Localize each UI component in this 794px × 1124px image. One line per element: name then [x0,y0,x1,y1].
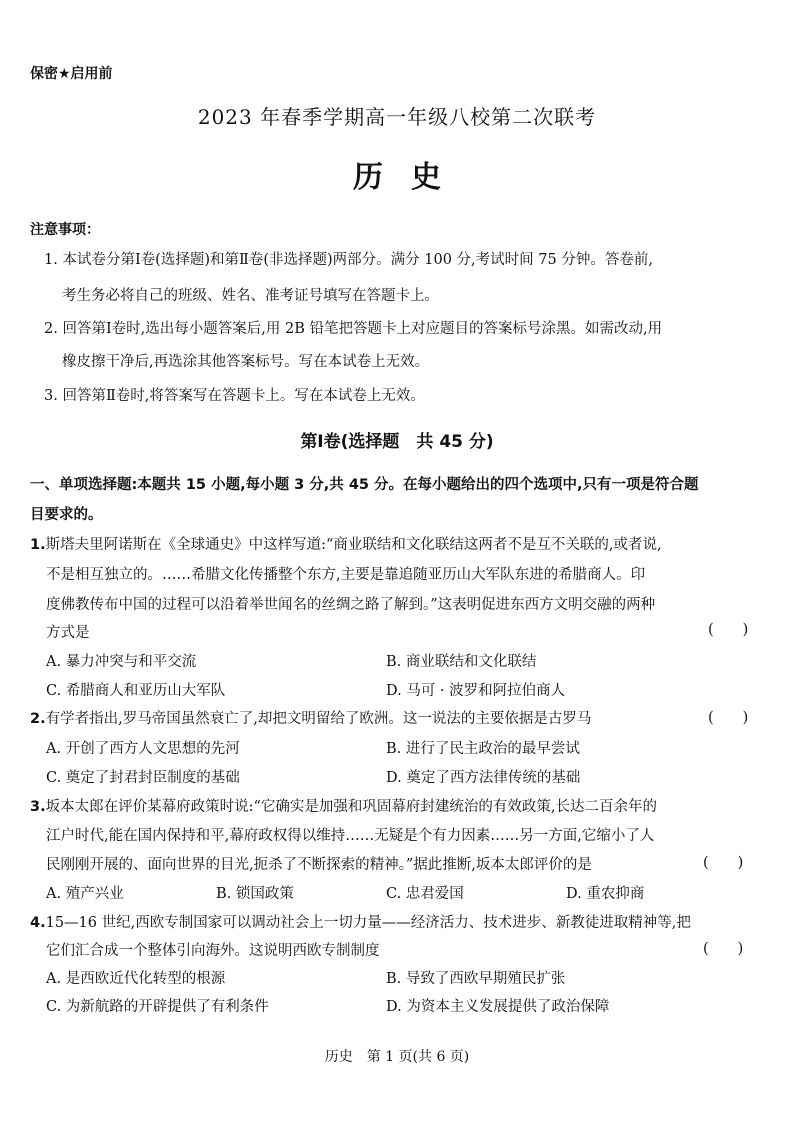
option-d: D. 重农抑商 [566,886,645,902]
option-b: B. 导致了西欧早期殖民扩张 [386,971,566,987]
option-c: C. 为新航路的开辟提供了有利条件 [46,999,269,1015]
notice-heading: 注意事项： [30,222,100,238]
question-text: 2.有学者指出,罗马帝国虽然衰亡了,却把文明留给了欧洲。这一说法的主要依据是古罗马 [30,711,592,727]
question-text: 度佛教传布中国的过程可以沿着举世闻名的丝绸之路了解到。”这表明促进东西方文明交融的两种 [46,597,656,613]
option-d: D. 马可 · 波罗和阿拉伯商人 [386,683,566,699]
question-text: 4.15—16 世纪,西欧专制国家可以调动社会上一切力量——经济活力、技术进步、新教徒进取精神等,把 [30,915,691,931]
answer-parentheses: ( ) [708,710,749,726]
question-text: 3.坂本太郎在评价某幕府政策时说:“它确实是加强和巩固幕府封建统治的有效政策,长达二百余年的 [30,799,658,815]
question-number: 4. [30,915,46,931]
question-text: 民刚刚开展的、面向世界的目光,扼杀了不断探索的精神。”据此推断,坂本太郎评价的是 [46,857,592,873]
option-b: B. 锁国政策 [216,886,294,902]
question-text: 不是相互独立的。……希腊文化传播整个东方,主要是靠追随亚历山大军队东进的希腊商人。印 [46,567,646,583]
answer-parentheses: ( ) [703,855,744,871]
subject-title: 历史 [353,160,469,195]
answer-parentheses: ( ) [708,622,749,638]
page-footer: 历史 第 1 页(共 6 页) [324,1049,470,1065]
section-instruction: 一、单项选择题:本题共 15 小题,每小题 3 分,共 45 分。在每小题给出的四个选项中,只有一项是符合题 [30,477,699,493]
section-title: 第Ⅰ卷(选择题 共 45 分) [300,432,494,452]
option-b: B. 商业联结和文化联结 [386,654,537,670]
notice-item: 考生务必将自己的班级、姓名、准考证号填写在答题卡上。 [62,288,439,304]
option-a: A. 殖产兴业 [46,886,124,902]
question-text: 方式是 [46,625,90,641]
notice-item: 橡皮擦干净后,再选涂其他答案标号。写在本试卷上无效。 [62,354,430,370]
option-c: C. 希腊商人和亚历山大军队 [46,683,226,699]
notice-item: 2. 回答第Ⅰ卷时,选出每小题答案后,用 2B 铅笔把答题卡上对应题目的答案标号涂黑。如需改动,用 [44,321,663,337]
question-text: 1.斯塔夫里阿诺斯在《全球通史》中这样写道:“商业联结和文化联结这两者不是互不关联的,或者说, [30,537,662,553]
confidential-label: 保密★启用前 [30,66,113,82]
option-a: A. 开创了西方人文思想的先河 [46,741,240,757]
answer-parentheses: ( ) [703,941,744,957]
option-d: D. 奠定了西方法律传统的基础 [386,770,581,786]
option-a: A. 暴力冲突与和平交流 [46,654,197,670]
section-instruction: 目要求的。 [30,507,103,523]
question-text: 它们汇合成一个整体引向海外。这说明西欧专制制度 [46,943,380,959]
option-d: D. 为资本主义发展提供了政治保障 [386,999,610,1015]
question-text: 江户时代,能在国内保持和平,幕府政权得以维持……无疑是个有力因素……另一方面,它缩小了人 [46,828,655,844]
notice-item: 1. 本试卷分第Ⅰ卷(选择题)和第Ⅱ卷(非选择题)两部分。满分 100 分,考试时间 75 分钟。答卷前, [44,252,653,268]
option-c: C. 奠定了封君封臣制度的基础 [46,770,240,786]
question-number: 1. [30,537,46,553]
exam-title: 2023 年春季学期高一年级八校第二次联考 [197,105,597,129]
question-number: 3. [30,799,46,815]
option-c: C. 忠君爱国 [386,886,464,902]
notice-item: 3. 回答第Ⅱ卷时,将答案写在答题卡上。写在本试卷上无效。 [44,388,425,404]
option-a: A. 是西欧近代化转型的根源 [46,971,226,987]
option-b: B. 进行了民主政治的最早尝试 [386,741,580,757]
question-number: 2. [30,711,46,727]
